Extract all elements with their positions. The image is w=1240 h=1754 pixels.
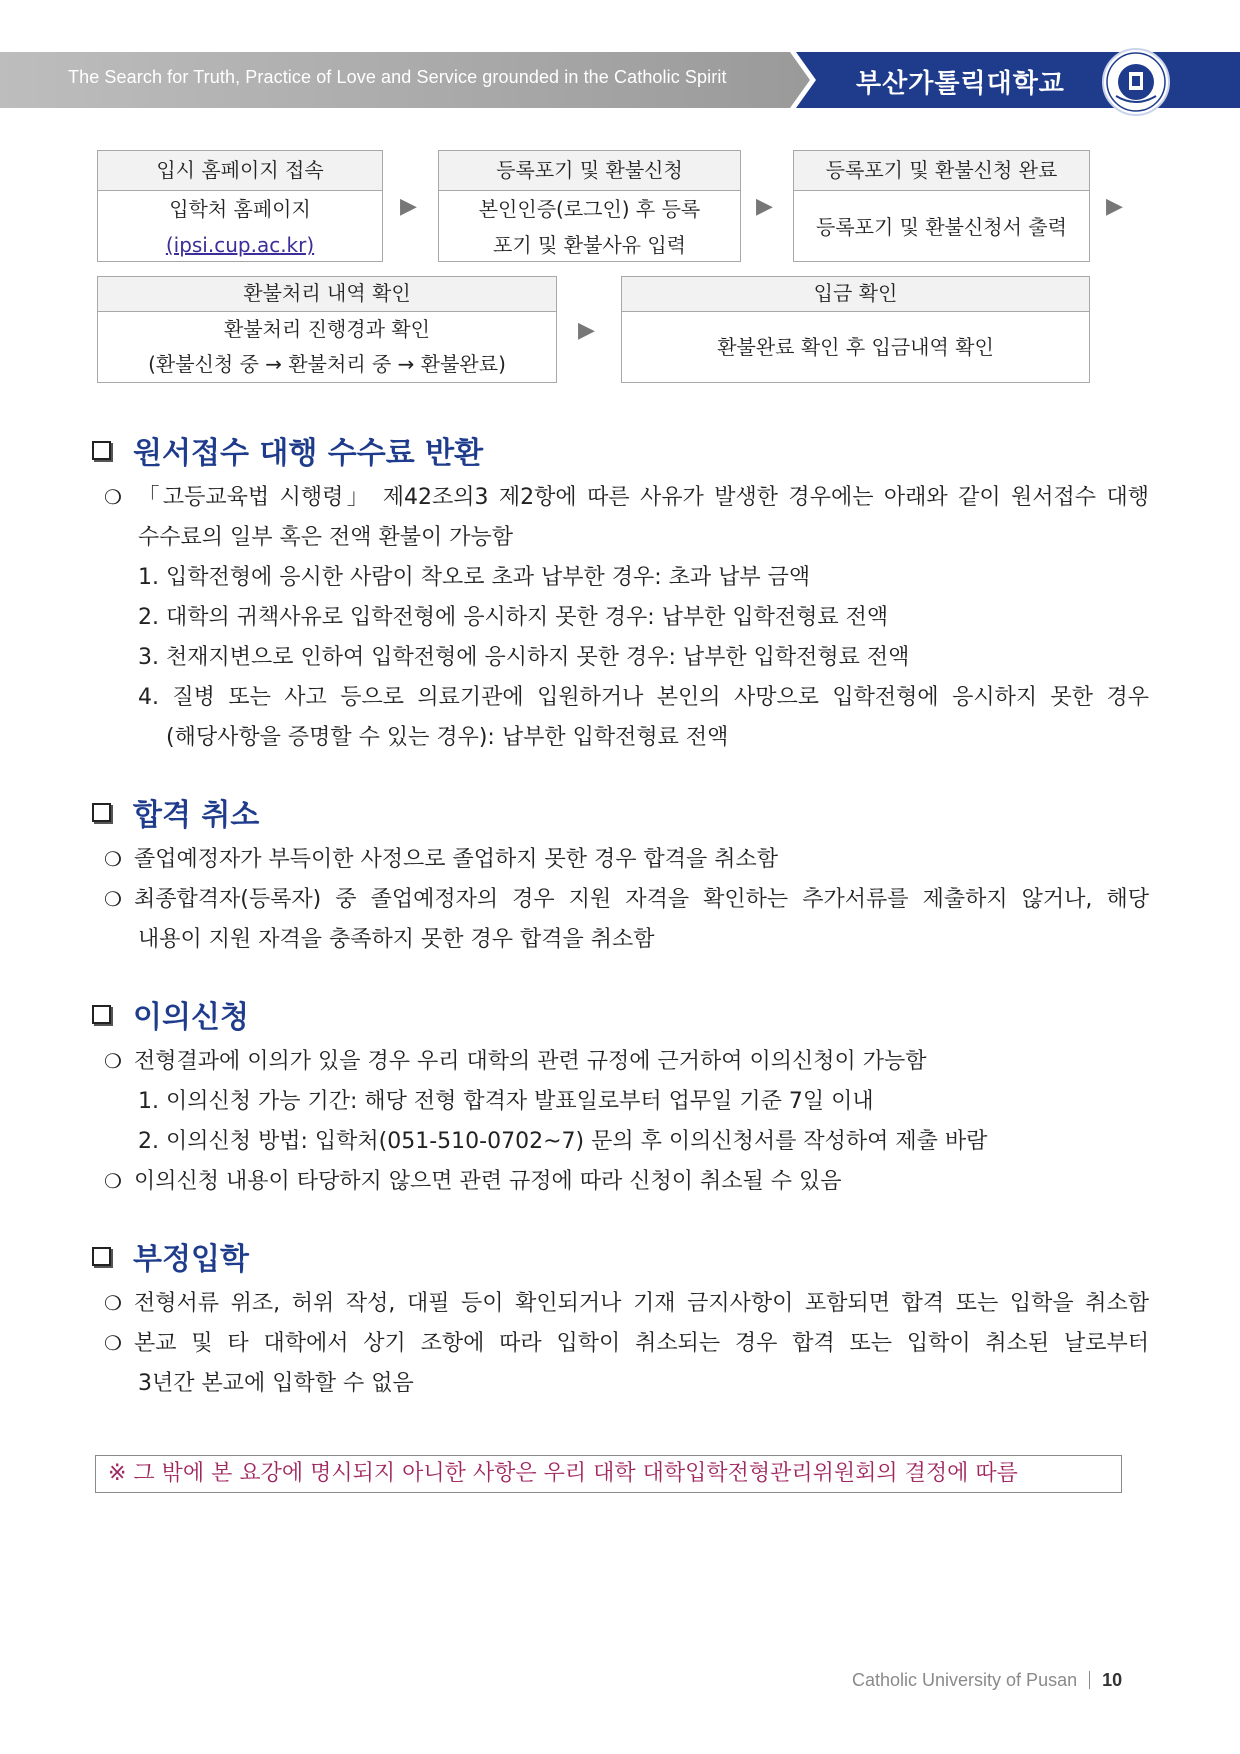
- list-item: 4. 질병 또는 사고 등으로 의료기관에 입원하거나 본인의 사망으로 입학전형에 응시하지 못한 경우: [138, 685, 1149, 710]
- page-header: [0, 52, 1240, 108]
- paragraph: ❍ 「고등교육법 시행령」 제42조의3 제2항에 따른 사유가 발생한 경우에는 아래와 같이 원서접수 대행: [104, 485, 1149, 510]
- flow-step-homepage: [97, 150, 383, 262]
- circle-bullet-icon: ❍: [104, 1169, 122, 1193]
- paragraph: 내용이 지원 자격을 충족하지 못한 경우 합격을 취소함: [138, 927, 655, 952]
- header-motto: The Search for Truth, Practice of Love and Service grounded in the Catholic Spirit: [68, 67, 727, 87]
- checkbox-square-icon: [92, 441, 111, 460]
- flow-step-text: 환불처리 진행경과 확인: [224, 317, 430, 341]
- paragraph: ❍ 전형서류 위조, 허위 작성, 대필 등이 확인되거나 기재 금지사항이 포함되면 합격 또는 입학을 취소함: [104, 1291, 1149, 1316]
- section-title-objection: 이의신청: [92, 992, 249, 1036]
- footer-divider: [1089, 1671, 1090, 1689]
- flow-step-text: 환불완료 확인 후 입금내역 확인: [717, 335, 994, 359]
- checkbox-square-icon: [92, 1005, 111, 1024]
- page-number: 10: [1102, 1670, 1123, 1690]
- section-title-refund: 원서접수 대행 수수료 반환: [92, 428, 483, 472]
- flow-step-text: 입학처 홈페이지: [169, 197, 311, 221]
- paragraph: ❍ 본교 및 타 대학에서 상기 조항에 따라 입학이 취소되는 경우 합격 또는 입학이 취소된 날로부터: [104, 1331, 1149, 1356]
- flow-step-title: 환불처리 내역 확인: [98, 277, 556, 312]
- circle-bullet-icon: ❍: [104, 847, 122, 871]
- list-item: 2. 대학의 귀책사유로 입학전형에 응시하지 못한 경우: 납부한 입학전형료 전액: [138, 605, 889, 630]
- flow-step-status: [97, 276, 557, 383]
- section-title-fraud: 부정입학: [92, 1234, 249, 1278]
- flow-arrow-icon: ▶: [756, 194, 773, 219]
- footer-university: Catholic University of Pusan: [852, 1670, 1078, 1690]
- paragraph: ❍ 이의신청 내용이 타당하지 않으면 관련 규정에 따라 신청이 취소될 수 있음: [104, 1169, 842, 1194]
- checkbox-square-icon: [92, 803, 111, 822]
- flow-step-text: (환불신청 중 → 환불처리 중 → 환불완료): [148, 352, 506, 376]
- flow-step-deposit: [621, 276, 1090, 383]
- university-name: 부산가톨릭대학교: [856, 69, 1065, 99]
- circle-bullet-icon: ❍: [104, 1331, 122, 1355]
- paragraph: 3년간 본교에 입학할 수 없음: [138, 1371, 414, 1396]
- flow-step-title: 입금 확인: [622, 277, 1089, 312]
- circle-bullet-icon: ❍: [104, 887, 122, 911]
- page-footer: [852, 1670, 1122, 1691]
- flow-step-title: 등록포기 및 환불신청: [439, 151, 740, 191]
- paragraph: ❍ 최종합격자(등록자) 중 졸업예정자의 경우 지원 자격을 확인하는 추가서류를 제출하지 않거나, 해당: [104, 887, 1149, 912]
- paragraph: ❍ 전형결과에 이의가 있을 경우 우리 대학의 관련 규정에 근거하여 이의신청이 가능함: [104, 1049, 927, 1074]
- paragraph: ❍ 졸업예정자가 부득이한 사정으로 졸업하지 못한 경우 합격을 취소함: [104, 847, 779, 872]
- list-item: (해당사항을 증명할 수 있는 경우): 납부한 입학전형료 전액: [166, 725, 729, 750]
- list-item: 3. 천재지변으로 인하여 입학전형에 응시하지 못한 경우: 납부한 입학전형료 전액: [138, 645, 910, 670]
- list-item: 1. 이의신청 가능 기간: 해당 전형 합격자 발표일로부터 업무일 기준 7일 이내: [138, 1089, 874, 1114]
- flow-step-title: 등록포기 및 환불신청 완료: [794, 151, 1089, 191]
- flow-arrow-icon: ▶: [400, 194, 417, 219]
- circle-bullet-icon: ❍: [104, 1291, 122, 1315]
- note-box: ※ 그 밖에 본 요강에 명시되지 아니한 사항은 우리 대학 대학입학전형관리위원회의 결정에 따름: [95, 1455, 1122, 1493]
- circle-bullet-icon: ❍: [104, 1049, 122, 1073]
- flow-arrow-icon: ▶: [1106, 194, 1123, 219]
- flow-step-apply: [438, 150, 741, 262]
- section-title-cancel: 합격 취소: [92, 790, 259, 834]
- checkbox-square-icon: [92, 1247, 111, 1266]
- flow-step-text: 등록포기 및 환불신청서 출력: [816, 215, 1067, 239]
- list-item: 2. 이의신청 방법: 입학처(051-510-0702~7) 문의 후 이의신청서를 작성하여 제출 바람: [138, 1129, 988, 1154]
- list-item: 1. 입학전형에 응시한 사람이 착오로 초과 납부한 경우: 초과 납부 금액: [138, 565, 811, 590]
- flow-step-complete: [793, 150, 1090, 262]
- flow-arrow-icon: ▶: [578, 318, 595, 343]
- admission-homepage-link[interactable]: (ipsi.cup.ac.kr): [165, 233, 315, 257]
- paragraph: 수수료의 일부 혹은 전액 환불이 가능함: [138, 525, 513, 550]
- circle-bullet-icon: ❍: [104, 485, 122, 509]
- flow-step-text: 본인인증(로그인) 후 등록: [478, 197, 701, 221]
- university-seal-icon: [1102, 48, 1170, 116]
- flow-step-title: 입시 홈페이지 접속: [98, 151, 382, 191]
- flow-step-text: 포기 및 환불사유 입력: [493, 233, 686, 257]
